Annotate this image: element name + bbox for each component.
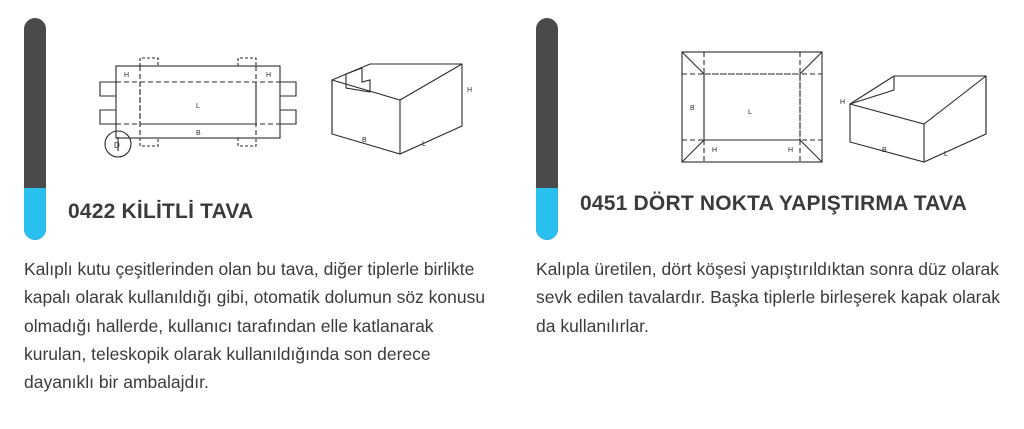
card-body-0422: Kalıplı kutu çeşitlerinden olan bu tava, diğer tiplerle birlikte kapalı olarak kullanıldığı gibi, otomatik dolumun söz konusu olmadığı hallerde, kullanıcı tarafından elle katlanarak kurulan, teleskopik olarak kullanıldığında son derece dayanıklı bir ambalajdır.: [24, 259, 486, 393]
label-box-H: H: [467, 87, 473, 94]
card-body-0451: Kalıpla üretilen, dört köşesi yapıştırıldıktan sonra düz olarak sevk edilen tavalardır. Başka tiplerle birleşerek kapak olarak da kullanılırlar.: [536, 259, 1000, 336]
accent-bar-left-highlight: [24, 188, 46, 240]
accent-bar-left: [24, 18, 46, 240]
label-box-H: H: [840, 99, 846, 106]
label-flat-H-right: H: [266, 72, 272, 79]
diagram-0422: [70, 30, 490, 190]
card-0451: [512, 0, 1024, 429]
label-flat-B: B: [196, 130, 201, 137]
label-flat-H-left: H: [124, 72, 130, 79]
label-box-B: B: [882, 147, 887, 154]
label-flat-H-left: H: [712, 147, 718, 154]
label-box-L: L: [422, 141, 426, 148]
label-box-L: L: [944, 151, 948, 158]
diagram-0451: [582, 30, 1002, 190]
label-box-B: B: [362, 137, 367, 144]
label-detail-circle: D: [114, 141, 120, 150]
label-flat-L: L: [196, 103, 200, 110]
label-flat-H-right: H: [788, 147, 794, 154]
label-flat-L: L: [748, 109, 752, 116]
card-title-0422: 0422 KİLİTLİ TAVA: [68, 200, 254, 223]
label-flat-B: B: [690, 105, 695, 112]
accent-bar-right: [536, 18, 558, 240]
accent-bar-right-highlight: [536, 188, 558, 240]
card-title-0451: 0451 DÖRT NOKTA YAPIŞTIRMA TAVA: [580, 192, 967, 215]
